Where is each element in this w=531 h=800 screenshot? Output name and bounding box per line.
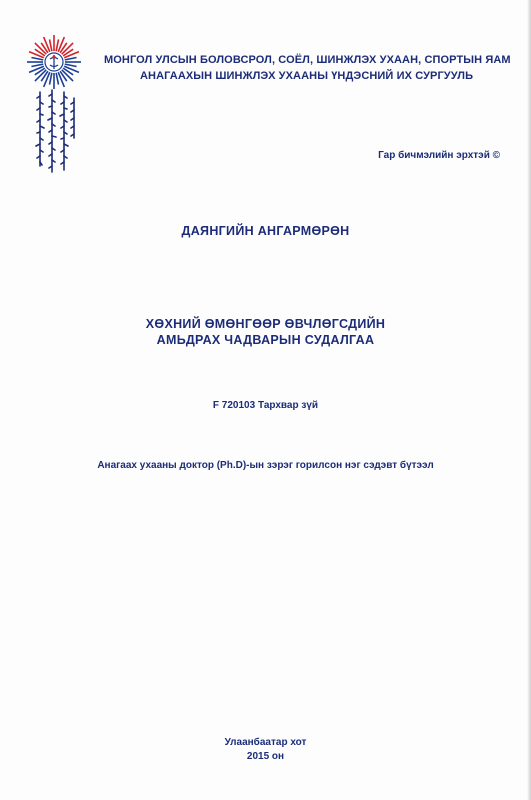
university-emblem-icon bbox=[26, 34, 82, 90]
emblem-ray bbox=[58, 72, 64, 87]
emblem-ray bbox=[56, 73, 58, 85]
page-edge-shadow bbox=[527, 0, 531, 800]
university-name: АНАГААХЫН ШИНЖЛЭХ УХААНЫ ҮНДЭСНИЙ ИХ СУРГУУЛЬ bbox=[140, 70, 474, 82]
emblem-ray bbox=[64, 52, 79, 58]
emblem-ray bbox=[56, 39, 58, 51]
emblem-ray bbox=[64, 66, 79, 72]
emblem-ray bbox=[31, 58, 43, 60]
copyright-notice: Гар бичмэлийн эрхтэй © bbox=[378, 150, 500, 161]
emblem-ray bbox=[58, 37, 64, 52]
author-name: ДАЯНГИЙН АНГАРМӨРӨН bbox=[181, 224, 350, 238]
dissertation-title bbox=[0, 316, 531, 348]
emblem-ray bbox=[31, 64, 43, 66]
emblem-ray bbox=[50, 73, 52, 85]
year: 2015 он bbox=[246, 751, 285, 762]
emblem-ray bbox=[65, 64, 77, 66]
emblem-ray bbox=[29, 52, 44, 58]
place-and-year bbox=[0, 736, 531, 764]
emblem-ray bbox=[50, 39, 52, 51]
city-name: Улаанбаатар хот bbox=[224, 737, 307, 748]
emblem-ray bbox=[44, 72, 50, 87]
title-line-1: ХӨХНИЙ ӨМӨНГӨӨР ӨВЧЛӨГСДИЙН bbox=[145, 317, 386, 331]
ministry-name: МОНГОЛ УЛСЫН БОЛОВСРОЛ, СОЁЛ, ШИНЖЛЭХ УХААН, СПОРТЫН ЯАМ bbox=[104, 54, 511, 66]
degree-statement: Анагаах ухааны доктор (Ph.D)-ын зэрэг горилсон нэг сэдэвт бүтээл bbox=[97, 460, 434, 471]
emblem-ray bbox=[65, 58, 77, 60]
title-line-2: АМЬДРАХ ЧАДВАРЫН СУДАЛГАА bbox=[156, 333, 375, 347]
mongolian-script-text bbox=[30, 88, 78, 180]
specialty-code: F 720103 Тархвар зүй bbox=[212, 400, 319, 411]
emblem-ray bbox=[44, 37, 50, 52]
emblem-ray bbox=[29, 66, 44, 72]
